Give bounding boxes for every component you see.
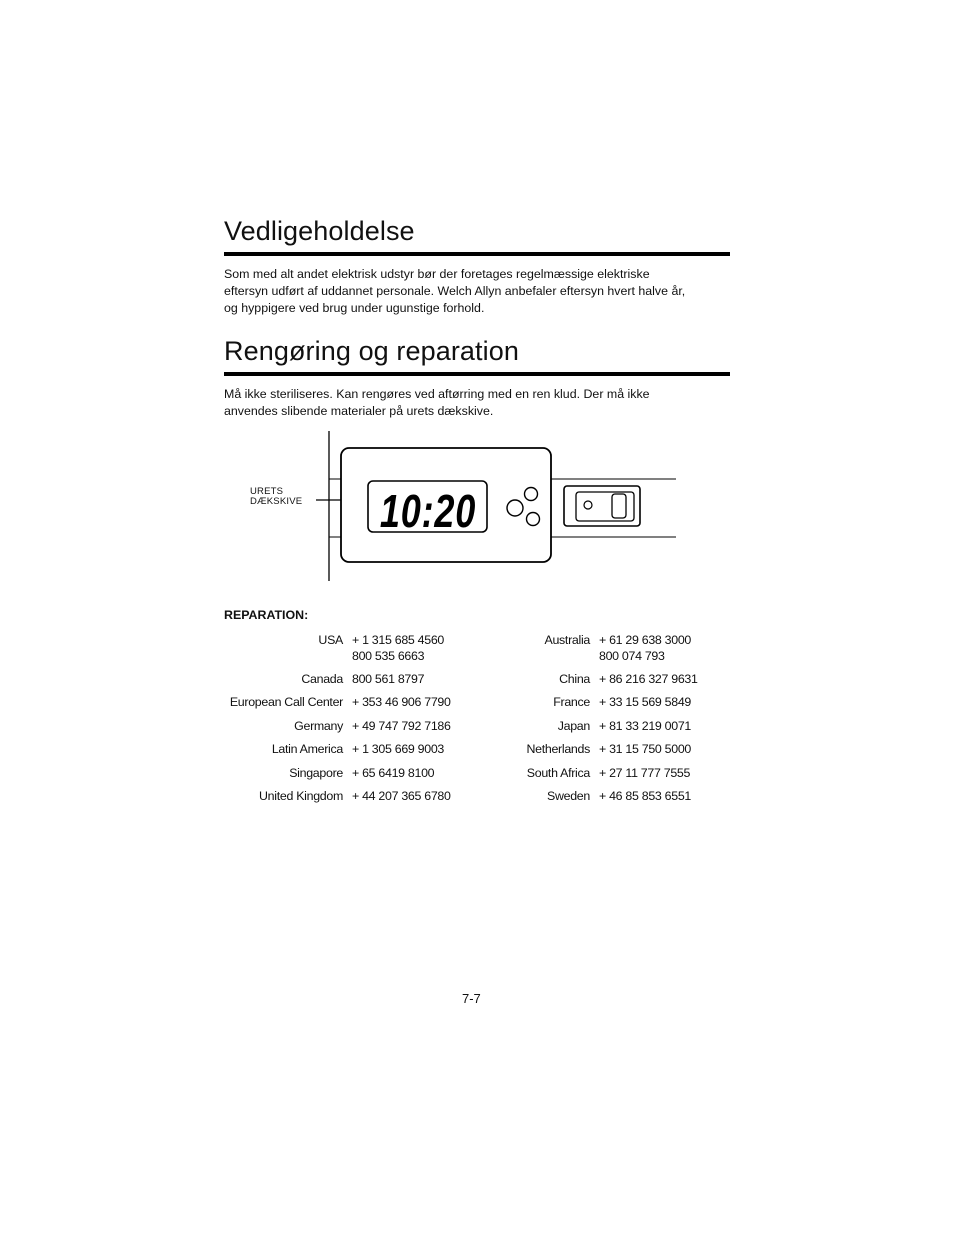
phone-number: 800 074 793 <box>599 649 665 663</box>
contact-country: United Kingdom <box>259 789 343 803</box>
contact-country: USA <box>318 633 343 647</box>
contact-phone <box>599 694 691 710</box>
maintenance-line: eftersyn udført af uddannet personale. Welch Allyn anbefaler eftersyn hvert halve år, <box>224 284 686 298</box>
phone-number: + 31 15 750 5000 <box>599 742 692 756</box>
contact-phone <box>599 718 691 734</box>
phone-number: + 81 33 219 0071 <box>599 719 692 733</box>
switch-indicator <box>584 501 592 509</box>
clock-button-bottom <box>527 513 540 526</box>
phone-number: + 65 6419 8100 <box>352 766 435 780</box>
page-number: 7-7 <box>462 991 481 1006</box>
maintenance-line: Som med alt andet elektrisk udstyr bør der foretages regelmæssige elektriske <box>224 267 650 281</box>
contact-country: Singapore <box>289 766 343 780</box>
clock-button-top <box>525 488 538 501</box>
contact-country: China <box>559 672 590 686</box>
contact-phone <box>599 765 690 781</box>
phone-number: + 46 85 853 6551 <box>599 789 692 803</box>
phone-number: + 33 15 569 5849 <box>599 695 692 709</box>
phone-number: + 44 207 365 6780 <box>352 789 451 803</box>
contact-country: Latin America <box>271 742 343 756</box>
contact-country: Sweden <box>547 789 590 803</box>
contact-phone <box>599 632 691 664</box>
phone-number: + 49 747 792 7186 <box>352 719 451 733</box>
clock-button-middle <box>507 500 523 516</box>
phone-number: + 353 46 906 7790 <box>352 695 451 709</box>
contact-phone <box>599 788 691 804</box>
cleaning-line: anvendes slibende materialer på urets dækskive. <box>224 404 494 418</box>
contact-country: France <box>553 695 590 709</box>
phone-number: + 1 305 669 9003 <box>352 742 445 756</box>
switch-slider <box>612 494 626 518</box>
maintenance-line: og hyppigere ved brug under ugunstige forhold. <box>224 301 485 315</box>
phone-number: 800 535 6663 <box>352 649 425 663</box>
contact-country: Netherlands <box>526 742 590 756</box>
maintenance-title: Vedligeholdelse <box>224 216 415 246</box>
phone-number: + 27 11 777 7555 <box>599 766 691 780</box>
phone-number: + 86 216 327 9631 <box>599 672 698 686</box>
cleaning-title: Rengøring og reparation <box>224 336 519 366</box>
contact-country: Germany <box>294 719 343 733</box>
contact-phone <box>599 741 691 757</box>
contact-country: Japan <box>557 719 590 733</box>
repair-heading: REPARATION: <box>224 608 309 622</box>
phone-number: + 61 29 638 3000 <box>599 633 692 647</box>
contact-country: South Africa <box>526 766 590 780</box>
contact-phone <box>599 671 698 687</box>
callout-line: URETS <box>250 486 284 497</box>
callout-line: DÆKSKIVE <box>250 496 303 507</box>
clock-display-digits: 10:20 <box>379 484 477 538</box>
contact-country: Canada <box>301 672 343 686</box>
contact-country: Australia <box>544 633 590 647</box>
cleaning-line: Må ikke steriliseres. Kan rengøres ved aftørring med en ren klud. Der må ikke <box>224 387 650 401</box>
phone-number: + 1 315 685 4560 <box>352 633 445 647</box>
phone-number: 800 561 8797 <box>352 672 425 686</box>
contact-country: European Call Center <box>229 695 343 709</box>
